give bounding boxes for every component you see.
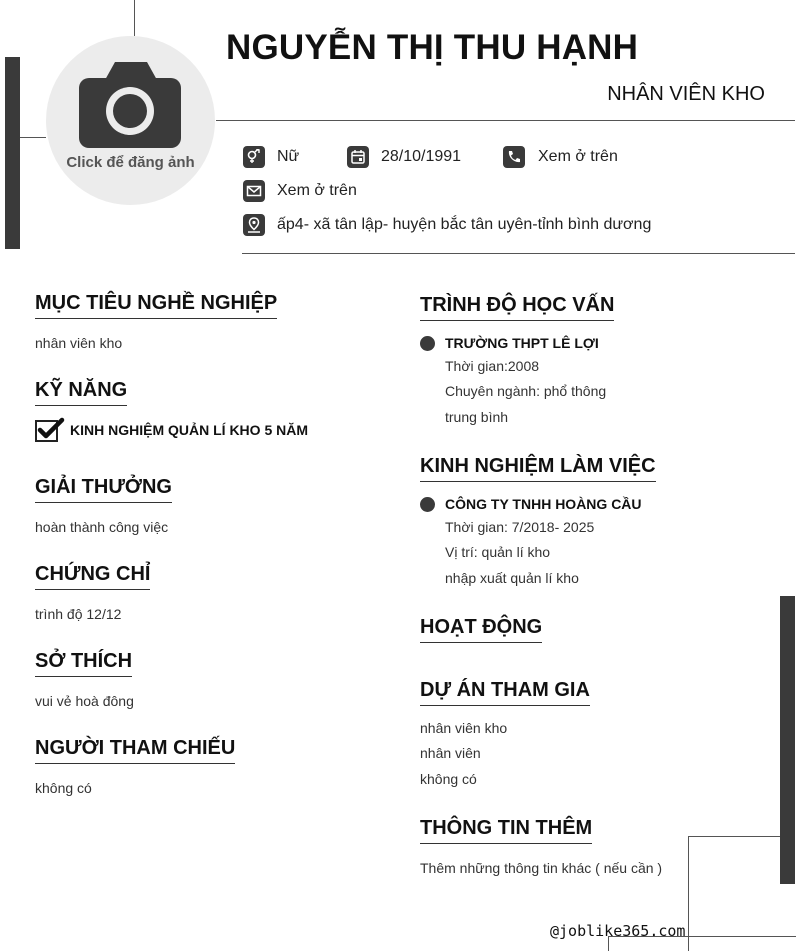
experience-position: Vị trí: quản lí kho (445, 544, 551, 560)
gender-icon (243, 146, 265, 168)
top-vertical-line (134, 0, 135, 36)
phone-value: Xem ở trên (538, 148, 618, 165)
corner-frame-top (688, 836, 780, 837)
checkbox-checked-icon (35, 417, 65, 443)
education-major-cont: trung bình (445, 409, 509, 425)
awards-heading: GIẢI THƯỞNG (35, 476, 172, 503)
hobbies-heading: SỞ THÍCH (35, 650, 132, 677)
activities-heading: HOẠT ĐỘNG (420, 616, 542, 643)
left-accent-bar (5, 57, 20, 249)
watermark: @joblike365.com (550, 922, 686, 940)
photo-upload-caption: Click để đăng ảnh (66, 154, 195, 171)
objective-heading: MỤC TIÊU NGHỀ NGHIỆP (35, 292, 277, 319)
project-line: nhân viên kho (420, 720, 508, 736)
certificates-heading: CHỨNG CHỈ (35, 563, 150, 590)
bullet-dot-icon (420, 497, 435, 512)
profile-photo-placeholder[interactable] (46, 36, 215, 205)
education-time: Thời gian:2008 (445, 358, 540, 374)
project-line: nhân viên (420, 745, 481, 761)
birthday-value: 28/10/1991 (381, 148, 462, 165)
hobbies-text: vui vẻ hoà đông (35, 693, 134, 709)
experience-time: Thời gian: 7/2018- 2025 (445, 519, 595, 535)
right-accent-bar (780, 596, 795, 884)
more-info-heading: THÔNG TIN THÊM (420, 817, 592, 844)
references-text: không có (35, 780, 92, 796)
experience-description: nhập xuất quản lí kho (445, 570, 579, 586)
references-heading: NGƯỜI THAM CHIẾU (35, 737, 235, 764)
skills-heading: KỸ NĂNG (35, 379, 127, 406)
camera-icon (79, 60, 183, 152)
objective-text: nhân viên kho (35, 335, 123, 351)
location-icon (243, 214, 265, 236)
school-name: TRƯỜNG THPT LÊ LỢI (445, 335, 599, 351)
phone-icon (503, 146, 525, 168)
project-line: không có (420, 771, 477, 787)
header-divider (216, 120, 795, 121)
calendar-icon (347, 146, 369, 168)
contact-divider (242, 253, 795, 254)
corner-frame-left (688, 836, 689, 951)
skill-item: KINH NGHIỆM QUẢN LÍ KHO 5 NĂM (70, 422, 308, 438)
experience-heading: KINH NGHIỆM LÀM VIỆC (420, 455, 656, 482)
address-value: ấp4- xã tân lập- huyện bắc tân uyên-tỉnh bình dương (277, 216, 652, 233)
more-info-text: Thêm những thông tin khác ( nếu cần ) (420, 860, 663, 876)
projects-heading: DỰ ÁN THAM GIA (420, 679, 590, 706)
gender-value: Nữ (277, 148, 300, 165)
certificates-text: trình độ 12/12 (35, 606, 122, 622)
left-horizontal-line (20, 137, 46, 138)
mail-icon (243, 180, 265, 202)
education-major: Chuyên ngành: phổ thông (445, 383, 607, 399)
awards-text: hoàn thành công việc (35, 519, 169, 535)
education-heading: TRÌNH ĐỘ HỌC VẤN (420, 294, 614, 321)
candidate-name: NGUYỄN THỊ THU HẠNH (226, 28, 639, 67)
company-name: CÔNG TY TNHH HOÀNG CẦU (445, 496, 642, 512)
job-title: NHÂN VIÊN KHO (607, 83, 765, 105)
bullet-dot-icon (420, 336, 435, 351)
email-value: Xem ở trên (277, 182, 357, 199)
